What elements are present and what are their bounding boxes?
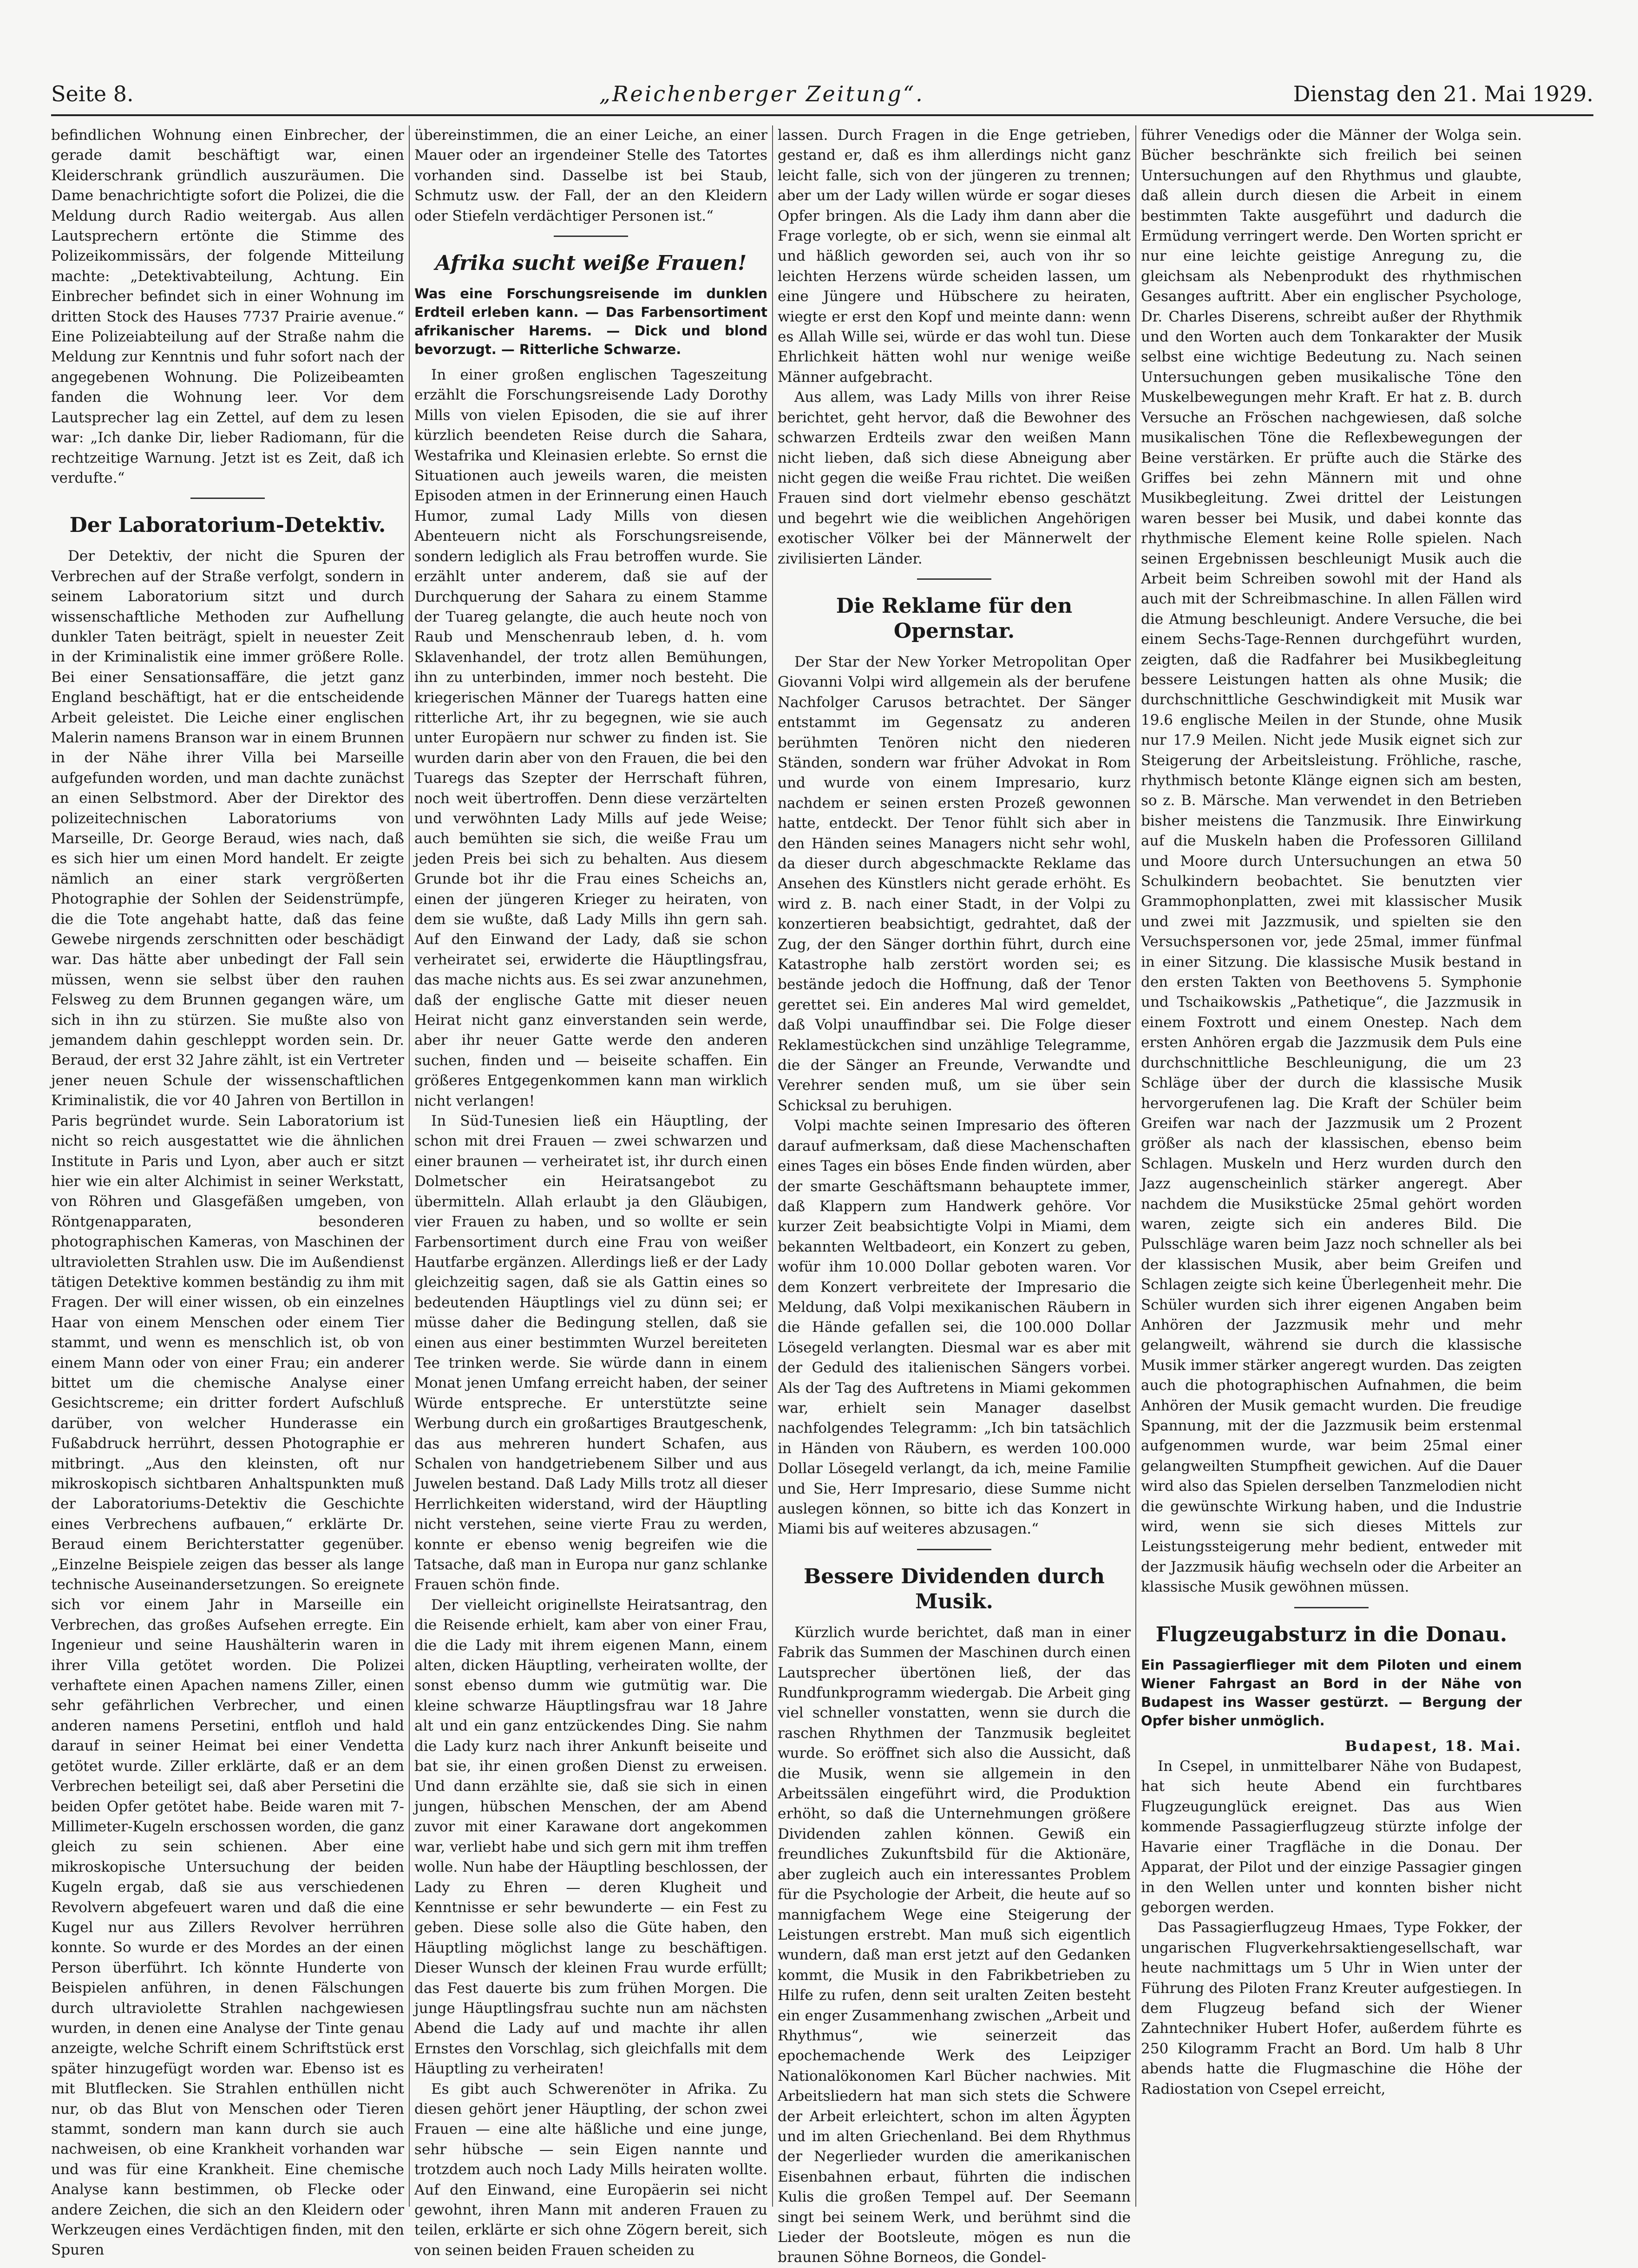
paragraph: Der vielleicht originellste Heiratsantrag, den die Reisende erhielt, kam aber von einer Frau, die die Lady mit ihrem eigenen Mann, einem alten, dicken Häuptling, verheiraten wollte, der sonst ebenso dumm wie gutmütig war. Die kleine schwarze Häuptlingsfrau war 18 Jahre alt und ein ganz entzückendes Ding. Sie nahm die Lady kurz nach ihrer Ankunft beiseite und bat sie, ihr einen großen Dienst zu erweisen. Und dann erzählte sie, daß sie sich in einen jungen, hübschen Menschen, der am Abend zuvor mit einer Karawane dort angekommen war, verliebt habe und sich gern mit ihm treffen wolle. Nun habe der Häuptling beschlossen, der Lady zu Ehren — deren Klugheit und Kenntnisse er sehr bewunderte — ein Fest zu geben. Diese solle also die Güte haben, den Häuptling möglichst lange zu beschäftigen. Dieser Wunsch der kleinen Frau wurde erfüllt; das Fest dauerte bis zum frühen Morgen. Die junge Häuptlingsfrau suchte nun am nächsten Abend die Lady auf und machte ihr allen Ernstes den Vorschlag, sich gleichfalls mit dem Häuptling zu verheiraten! xyxy=(414,1596,767,2078)
newspaper-name: „Reichenberger Zeitung“. xyxy=(599,81,924,106)
column-4 xyxy=(1141,125,1522,2207)
header-rule xyxy=(51,114,1593,116)
paragraph: Der Star der New Yorker Metropolitan Oper Giovanni Volpi wird allgemein als der berufene Nachfolger Carusos betrachtet. Der Sänger entstammt im Gegensatz zu anderen berühmten Tenören nicht den niederen Ständen, sondern war früher Advokat in Rom und wurde von einem Impresario, kurz nachdem er seinen ersten Prozeß gewonnen hatte, entdeckt. Der Tenor fühlt sich aber in den Händen seines Managers nicht sehr wohl, da dieser durch abgeschmackte Reklame das Ansehen des Künstlers nicht gerade erhöht. Es wird z. B. nach einer Stadt, in der Volpi zu konzertieren beabsichtigt, gedrahtet, daß der Zug, der den Sänger dorthin führt, durch eine Katastrophe halb zerstört worden sei; es bestände jedoch die Hoffnung, daß der Tenor gerettet sei. Ein anderes Mal wird gemeldet, daß Volpi unauffindbar sei. Die Folge dieser Reklamestückchen sind unzählige Telegramme, die der Sänger an Freunde, Verwandte und Verehrer senden muß, um sie über sein Schicksal zu beruhigen. xyxy=(778,653,1131,1114)
headline-musik: Bessere Dividenden durch Musik. xyxy=(804,1564,1105,1613)
paragraph: Das Passagierflugzeug Hmaes, Type Fokker, der ungarischen Flugverkehrsaktiengesellschaft, war heute nachmittags um 5 Uhr in Wien unter der Führung des Piloten Franz Kreuter aufgestiegen. In dem Flugzeug befand sich der Wiener Zahntechniker Hubert Hofer, außerdem führte es 250 Kilogramm Fracht an Bord. Um halb 8 Uhr abends hatte die Flugmaschine die Höhe der Radiostation von Csepel erreicht, xyxy=(1141,1919,1522,2098)
paragraph: führer Venedigs oder die Männer der Wolga sein. Bücher beschränkte sich freilich bei seinen Untersuchungen auf den Rhythmus und glaubte, daß allein durch diesen die Arbeit in einem bestimmten Takte ausgeführt und dadurch die Ermüdung verringert werde. Den Worten spricht er nur eine leichte geistige Anregung zu, die gleichsam als Nebenprodukt des rhythmischen Gesanges auftritt. Aber ein englischer Psychologe, Dr. Charles Diserens, schreibt außer der Rhythmik und den Worten auch dem Tonkarakter der Musik selbst eine wichtige Bedeutung zu. Nach seinen Untersuchungen geben musikalische Töne den Muskelbewegungen mehr Kraft. Er hat z. B. durch Versuche an Fröschen nachgewiesen, daß solche musikalischen Töne die Reflexbewegungen der Beine verstärken. Er prüfte auch die Stärke des Griffes bei zehn Männern mit und ohne Musikbegleitung. Zwei drittel der Leistungen waren besser bei Musik, und dabei konnte das rhythmische Element keine Rolle spielen. Nach seinen Ergebnissen beschleunigt Musik auch die Arbeit beim Schreiben sowohl mit der Hand als auch mit der Schreibmaschine. In allen Fällen wird die Atmung beschleunigt. Andere Versuche, die bei einem Sechs-Tage-Rennen durchgeführt wurden, zeigten, daß die Radfahrer bei Musikbegleitung bessere Leistungen hatten als ohne Musik; die durchschnittliche Geschwindigkeit mit Musik war 19.6 englische Meilen in der Stunde, ohne Musik nur 17.9 Meilen. Nicht jede Musik eignet sich zur Steigerung der Arbeitsleistung. Fröhliche, rasche, rhythmisch betonte Klänge eignen sich am besten, so z. B. Märsche. Man verwendet in den Betrieben bisher meistens die Tanzmusik. Ihre Einwirkung auf die Muskeln haben die Professoren Gilliland und Moore durch Untersuchungen an etwa 50 Schulkindern beobachtet. Sie benutzten vier Grammophonplatten, zwei mit klassischer Musik und zwei mit Jazzmusik, und spielten sie den Versuchspersonen vor, jede 25mal, immer fünfmal in einer Sitzung. Die klassische Musik bestand in den ersten Takten von Beethovens 5. Symphonie und Tschaikowskis „Pathetique“, die Jazzmusik in einem Foxtrott und einem Onestep. Nach dem ersten Anhören ergab die Jazzmusik dem Puls eine durchschnittliche Beschleunigung, die um 23 Schläge über der durch die klassische Musik hervorgerufenen lag. Die Kraft der Schüler beim Greifen war nach der Jazzmusik um 2 Prozent größer als nach der klassischen, ebenso beim Schlagen. Muskeln und Herz wurden durch den Jazz augenscheinlich stärker angeregt. Aber nachdem die Musikstücke 25mal gehört worden waren, zeigte sich ein anderes Bild. Die Pulsschläge waren beim Jazz noch schneller als bei der klassischen Musik, aber beim Greifen und Schlagen zeigte sich keine Überlegenheit mehr. Die Schüler wurden sich ihrer eigenen Angaben beim Anhören der Jazzmusik mehr und mehr gelangweilt, während sie durch die klassische Musik immer stärker angeregt wurden. Das zeigten auch die photographischen Aufnahmen, die beim Anhören der Musik gemacht wurden. Die freudige Spannung, mit der die Jazzmusik beim erstenmal aufgenommen wurde, war beim 25mal einer gelangweilten Stumpfheit gewichen. Auf die Dauer wird also das Spielen derselben Tanzmelodien nicht die gewünschte Wirkung haben, und die Industrie wird, wenn sie sich dieses Mittels zur Leistungssteigerung mehr bedient, entweder mit der Jazzmusik häufig wechseln oder die Arbeiter an klassische Musik gewöhnen müssen. xyxy=(1141,127,1522,1596)
paragraph: lassen. Durch Fragen in die Enge getrieben, gestand er, daß es ihm allerdings nicht ganz leicht falle, sich von der jüngeren zu trennen; aber um der Lady willen würde er sogar dieses Opfer bringen. Als die Lady ihm dann aber die Frage vorlegte, ob er sich, wenn sie einmal alt und häßlich geworden sei, auch von ihr so leichten Herzens würde scheiden lassen, um eine Jüngere und Hübschere zu heiraten, wiegte er erst den Kopf und meinte dann: wenn es Allah Wille sei, würde er das wohl tun. Diese Ehrlichkeit hätten wohl nur wenige weiße Männer aufgebracht. xyxy=(778,127,1131,386)
column-2 xyxy=(414,125,767,2259)
paragraph: Volpi machte seinen Impresario des öfteren darauf aufmerksam, daß diese Machenschaften eines Tages ein böses Ende finden würden, aber der smarte Geschäftsmann behauptete immer, daß Klappern zum Handwerk gehöre. Vor kurzer Zeit beabsichtigte Volpi in Miami, dem bekannten Weltbadeort, ein Konzert zu geben, wofür ihm 10.000 Dollar geboten waren. Vor dem Konzert verbreitete der Impresario die Meldung, daß Volpi mexikanischen Räubern in die Hände gefallen sei, die 100.000 Dollar Lösegeld verlangten. Diesmal war es aber mit der Geduld des italienischen Sängers vorbei. Als der Tag des Auftretens in Miami gekommen war, erhielt sein Manager daselbst nachfolgendes Telegramm: „Ich bin tatsächlich in Händen von Räubern, es werden 100.000 Dollar Lösegeld verlangt, da ich, meine Familie und Sie, Herr Impresario, diese Summe nicht auslegen können, so bitte ich das Konzert in Miami bis auf weiteres abzusagen.“ xyxy=(778,1117,1131,1538)
article-lede: Was eine Forschungsreisende im dunklen Erdteil erleben kann. — Das Farbensortiment afrikanischer Harems. — Dick und blond bevorzugt. — Ritterliche Schwarze. xyxy=(414,286,767,358)
column-1 xyxy=(51,125,404,2259)
article-lede: Ein Passagierflieger mit dem Piloten und einem Wiener Fahrgast an Bord in der Nähe von Budapest ins Wasser gestürzt. — Bergung der Opfer bisher unmöglich. xyxy=(1141,1657,1522,1729)
separator xyxy=(917,578,991,580)
column-rule xyxy=(772,125,773,2207)
paragraph: In Süd-Tunesien ließ ein Häuptling, der schon mit drei Frauen — zwei schwarzen und einer braunen — verheiratet ist, ihr durch einen Dolmetscher ein Heiratsangebot zu übermitteln. Allah erlaubt ja den Gläubigen, vier Frauen zu haben, und so wollte er sein Farbensortiment durch eine Frau von weißer Hautfarbe ergänzen. Allerdings ließ er der Lady gleichzeitig sagen, daß sie als Gattin eines so bedeutenden Häuptlings viel zu dünn sei; er müsse daher die Bedingung stellen, daß sie einen aus einer bestimmten Wurzel bereiteten Tee trinken werde. Sie würde dann in einem Monat jenen Umfang erreicht haben, der seiner Würde entspreche. Er unterstützte seine Werbung durch ein großartiges Brautgeschenk, das aus mehreren hundert Schafen, aus Schalen von handgetriebenem Silber und aus Juwelen bestand. Daß Lady Mills trotz all dieser Herrlichkeiten widerstand, wird der Häuptling nicht verstehen, seine vierte Frau zu werden, konnte er ebenso wenig begreifen wie die Tatsache, daß man in Europa nur ganz schlanke Frauen schön finde. xyxy=(414,1113,767,1593)
headline-afrika: Afrika sucht weiße Frauen! xyxy=(435,251,747,275)
issue-date: Dienstag den 21. Mai 1929. xyxy=(1293,81,1593,106)
paragraph: Kürzlich wurde berichtet, daß man in einer Fabrik das Summen der Maschinen durch einen Lautsprecher übertönen ließ, der das Rundfunkprogramm wiedergab. Die Arbeit ging viel schneller vonstatten, wenn sie durch die raschen Rhythmen der Tanzmusik begleitet wurde. So eröffnet sich also die Aussicht, daß die Musik, wenn sie allgemein in den Arbeitssälen eingeführt wird, die Produktion erhöht, so daß die Unternehmungen größere Dividenden zahlen können. Gewiß ein freundliches Zukunftsbild für die Aktionäre, aber zugleich auch ein interessantes Problem für die Psychologie der Arbeit, die heute auf so mannigfachem Wege eine Steigerung der Leistungen erstrebt. Man muß sich eigentlich wundern, daß man erst jetzt auf den Gedanken kommt, die Musik in den Fabrikbetrieben zu Hilfe zu rufen, denn seit uralten Zeiten besteht ein enger Zusammenhang zwischen „Arbeit und Rhythmus“, wie seinerzeit das epochemachende Werk des Leipziger Nationalökonomen Karl Bücher nachwies. Mit Arbeitsliedern hat man sich stets die Schwere der Arbeit erleichtert, schon im alten Ägypten und im alten Griechenland. Bei dem Rhythmus der Negerlieder wurden die amerikanischen Eisenbahnen erbaut, führten die indischen Kulis die großen Tempel auf. Der Seemann singt bei seinem Werk, und berühmt sind die Lieder der Bootsleute, mögen es nun die braunen Söhne Borneos, die Gondel- xyxy=(778,1624,1131,2266)
column-3 xyxy=(778,125,1131,2266)
separator xyxy=(917,1549,991,1550)
paragraph: Der Detektiv, der nicht die Spuren der Verbrechen auf der Straße verfolgt, sondern in seinem Laboratorium sitzt und durch wissenschaftliche Methoden zur Aufhellung dunkler Taten beiträgt, spielt in neuester Zeit in der Kriminalistik eine immer größere Rolle. Bei einer Sensationsaffäre, die jetzt ganz England beschäftigt, hat er die entscheidende Arbeit geleistet. Die Leiche einer englischen Malerin namens Branson war in einem Brunnen in der Nähe ihrer Villa bei Marseille aufgefunden worden, und man dachte zunächst an einen Selbstmord. Aber der Direktor des polizeitechnischen Laboratoriums von Marseille, Dr. George Beraud, wies nach, daß es sich hier um einen Mord handelt. Er zeigte nämlich an einer stark vergrößerten Photographie der Sohlen der Seidenstrümpfe, die die Tote angehabt hatte, daß das feine Gewebe nirgends zerschnitten oder beschädigt war. Das hätte aber unbedingt der Fall sein müssen, wenn sie selbst über den rauhen Felsweg zu dem Brunnen gegangen wäre, um sich in ihn zu stürzen. Sie mußte also von jemandem dahin geschleppt worden sein. Dr. Beraud, der erst 32 Jahre zählt, ist ein Vertreter jener neuen Schule der wissenschaftlichen Kriminalistik, die vor 40 Jahren von Bertillon in Paris begründet wurde. Sein Laboratorium ist nicht so reich ausgestattet wie die ähnlichen Institute in Paris und Lyon, aber auch er sitzt hier wie ein alter Alchimist in seiner Werkstatt, von Röhren und Glasgefäßen umgeben, von Röntgenapparaten, besonderen photographischen Kameras, von Maschinen der ultravioletten Strahlen usw. Die im Außendienst tätigen Detektive kommen beständig zu ihm mit Fragen. Der will einer wissen, ob ein einzelnes Haar von einem Menschen oder einem Tier stammt, und wenn es menschlich ist, ob von einem Mann oder von einer Frau; ein anderer bittet um die chemische Analyse einer Gesichtscreme; ein dritter fordert Aufschluß darüber, von welcher Hunderasse ein Fußabdruck herrührt, dessen Photographie er mitbringt. „Aus den kleinsten, oft nur mikroskopisch sichtbaren Anhaltspunkten muß der Laboratoriums-Detektiv die Geschichte eines Verbrechens aufbauen,“ erklärte Dr. Beraud einem Berichterstatter gegenüber. „Einzelne Beispiele zeigen das besser als lange technische Auseinandersetzungen. So ereignete sich vor einem Jahr in Marseille ein Verbrechen, das großes Aufsehen erregte. Ein Ingenieur und seine Haushälterin waren in ihrer Villa getötet worden. Die Polizei verhaftete einen Apachen namens Ziller, einen sehr gefährlichen Verbrecher, und einen anderen namens Persetini, entfloh und hald darauf in seiner Heimat bei einer Vendetta getötet wurde. Ziller erklärte, daß er an dem Verbrechen beteiligt sei, daß aber Persetini die beiden Opfer getötet habe. Beide waren mit 7-Millimeter-Kugeln erschossen worden, die ganz gleich zu sein schienen. Aber eine mikroskopische Untersuchung der beiden Kugeln ergab, daß sie aus verschiedenen Revolvern abgefeuert waren und daß die eine Kugel nur aus Zillers Revolver herrühren konnte. So wurde er des Mordes an der einen Person überführt. Ich könnte Hunderte von Beispielen anführen, in denen Fälschungen durch ultraviolette Strahlen nachgewiesen wurden, in denen eine Analyse der Tinte genau anzeigte, welche Schrift einem Schriftstück erst später hinzugefügt worden war. Ebenso ist es mit Blutflecken. Sie Strahlen enthüllen nicht nur, ob das Blut von Menschen oder Tieren stammt, sondern man kann durch sie auch nachweisen, ob eine Krankheit vorhanden war und was für eine Krankheit. Eine chemische Analyse kann bestimmen, ob Flecke oder andere Zeichen, die sich an den Kleidern oder Werkzeugen eines Verdächtigen finden, mit den Spuren xyxy=(51,548,404,2259)
paragraph: übereinstimmen, die an einer Leiche, an einer Mauer oder an irgendeiner Stelle des Tatortes vorhanden sind. Dasselbe ist bei Staub, Schmutz usw. der Fall, der an den Kleidern oder Stiefeln verdächtiger Personen ist.“ xyxy=(414,127,767,224)
dateline: Budapest, 18. Mai. xyxy=(1345,1737,1522,1755)
paragraph: befindlichen Wohnung einen Einbrecher, der gerade damit beschäftigt war, einen Kleiderschrank gründlich auszuräumen. Die Dame benachrichtigte sofort die Polizei, die die Meldung durch Radio weitergab. Aus allen Lautsprechern ertönte die Stimme des Polizeikommissärs, der folgende Mitteilung machte: „Detektivabteilung, Achtung. Ein Einbrecher befindet sich in einer Wohnung im dritten Stock des Hauses 7737 Prairie avenue.“ Eine Polizeiabteilung auf der Straße nahm die Meldung zur Kenntnis und fuhr sofort nach der angegebenen Wohnung. Die Polizeibeamten fanden die Wohnung leer. Vor dem Lautsprecher lag ein Zettel, auf dem zu lesen war: „Ich danke Dir, lieber Radiomann, für die rechtzeitige Warnung. Jetzt ist es Zeit, daß ich verdufte.“ xyxy=(51,127,404,486)
separator xyxy=(190,498,265,499)
page-header xyxy=(51,81,1593,114)
column-rule xyxy=(1135,125,1136,2207)
paragraph: Es gibt auch Schwerenöter in Afrika. Zu diesen gehört jener Häuptling, der schon zwei Frauen — eine alte häßliche und eine junge, sehr hübsche — sein Eigen nannte und trotzdem auch noch Lady Mills heiraten wollte. Auf den Einwand, eine Europäerin sei nicht gewohnt, ihren Mann mit anderen Frauen zu teilen, erklärte er sich ohne Zögern bereit, sich von seinen beiden Frauen scheiden zu xyxy=(414,2080,767,2259)
headline-reklame: Die Reklame für den Opernstar. xyxy=(836,594,1073,643)
paragraph: In Csepel, in unmittelbarer Nähe von Budapest, hat sich heute Abend ein furchtbares Flugzeugunglück ereignet. Das aus Wien kommende Passagierflugzeug stürzte infolge der Havarie einer Tragfläche in die Donau. Der Apparat, der Pilot und der einzige Passagier gingen in den Wellen unter und konnten bisher nicht geborgen werden. xyxy=(1141,1758,1522,1916)
column-rule xyxy=(409,125,410,2207)
page-number: Seite 8. xyxy=(51,81,134,106)
paragraph: Aus allem, was Lady Mills von ihrer Reise berichtet, geht hervor, daß die Bewohner des schwarzen Erdteils zwar den weißen Mann nicht lieben, daß sich diese Abneigung aber nicht gegen die weiße Frau richtet. Die weißen Frauen sind dort vielmehr ebenso geschätzt und begehrt wie die weiblichen Angehörigen exotischer Völker bei der Männerwelt der zivilisierten Länder. xyxy=(778,389,1131,567)
separator xyxy=(1294,1607,1369,1608)
paragraph: In einer großen englischen Tageszeitung erzählt die Forschungsreisende Lady Dorothy Mills von vielen Episoden, die sie auf ihrer kürzlich beendeten Reise durch die Sahara, Westafrika und Kleinasien erlebte. So ernst die Situationen auch jeweils waren, die meisten Episoden atmen in der Erinnerung einen Hauch Humor, zumal Lady Mills von diesen Abenteuern nicht als Forschungsreisende, sondern lediglich als Frau betroffen wurde. Sie erzählt unter anderem, daß sie auf der Durchquerung der Sahara zu einem Stamme der Tuareg gelangte, die auch heute noch von Raub und Menschenraub leben, d. h. vom Sklavenhandel, der trotz allen Bemühungen, ihn zu unterbinden, immer noch besteht. Die kriegerischen Männer der Tuaregs hatten eine ritterliche Art, ihr zu begegnen, wie sie auch unter Europäern nur schwer zu finden ist. Sie wurden darin aber von den Frauen, die bei den Tuaregs das Szepter der Herrschaft führen, noch weit übertroffen. Denn diese verzärtelten und verwöhnten Lady Mills auf jede Weise; auch bemühten sie sich, die weiße Frau um jeden Preis bei sich zu behalten. Aus diesem Grunde bot ihr die Frau eines Scheichs an, einen der jüngeren Krieger zu heiraten, von dem sie wußte, daß Lady Mills ihn gern sah. Auf den Einwand der Lady, daß sie schon verheiratet sei, erwiderte die Häuptlingsfrau, das mache nichts aus. Es sei zwar anzunehmen, daß der englische Gatte mit dieser neuen Heirat nicht ganz einverstanden sein werde, aber ihr neuer Gatte werde den anderen suchen, finden und — beiseite schaffen. Ein größeres Entgegenkommen kann man wirklich nicht verlangen! xyxy=(414,367,767,1109)
separator xyxy=(554,236,628,237)
headline-flugzeugabsturz: Flugzeugabsturz in die Donau. xyxy=(1155,1622,1507,1646)
headline-laboratorium-detektiv: Der Laboratorium-Detektiv. xyxy=(69,513,386,538)
